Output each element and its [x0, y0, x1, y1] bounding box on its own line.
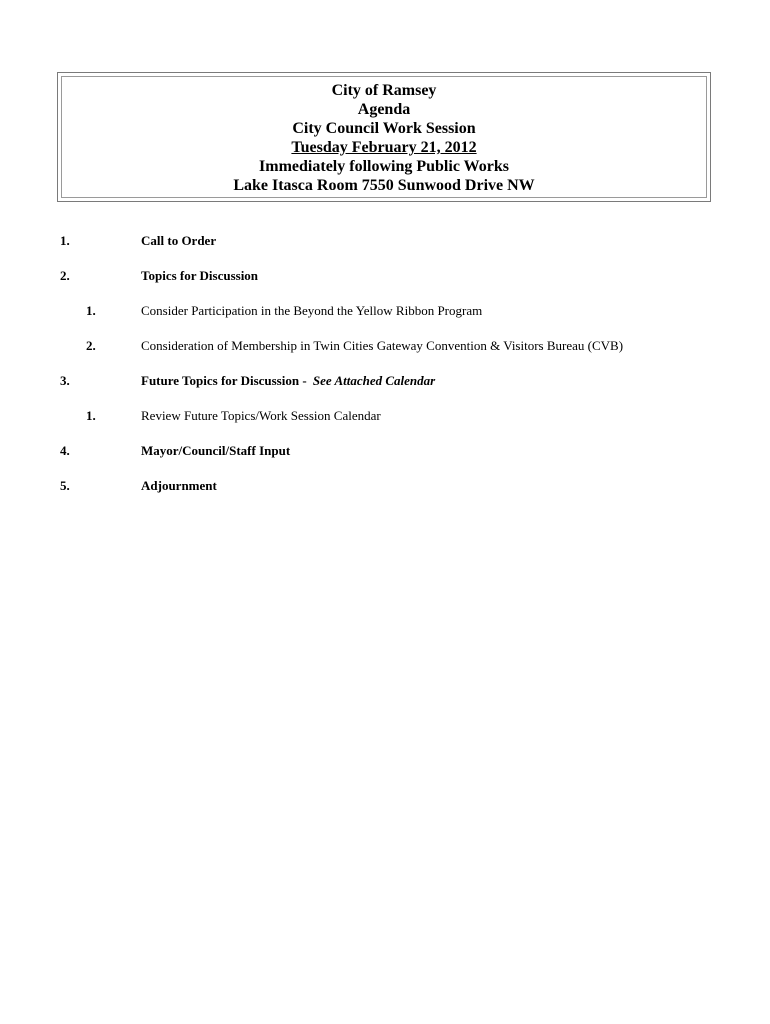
- document-type: Agenda: [357, 101, 411, 118]
- future-topics-label: Future Topics for Discussion -: [141, 373, 307, 388]
- item-call-to-order: Call to Order: [141, 233, 217, 248]
- subitem-cvb-membership: Consideration of Membership in Twin Cities Gateway Convention & Visitors Bureau (CVB): [141, 338, 624, 353]
- subitem-number: 1.: [86, 408, 96, 423]
- meeting-time: Immediately following Public Works: [259, 158, 509, 175]
- city-name: City of Ramsey: [331, 82, 437, 99]
- item-staff-input: Mayor/Council/Staff Input: [141, 443, 291, 458]
- item-number: 2.: [60, 268, 70, 283]
- agenda-header-box: [57, 72, 711, 202]
- subitem-yellow-ribbon: Consider Participation in the Beyond the Yellow Ribbon Program: [141, 303, 483, 318]
- item-future-topics: [141, 373, 435, 388]
- see-attached-calendar-note: See Attached Calendar: [312, 373, 436, 388]
- subitem-number: 2.: [86, 338, 96, 353]
- item-topics-for-discussion: Topics for Discussion: [141, 268, 259, 283]
- subitem-number: 1.: [86, 303, 96, 318]
- meeting-date: Tuesday February 21, 2012: [291, 139, 477, 156]
- meeting-type: City Council Work Session: [292, 120, 476, 137]
- item-number: 5.: [60, 478, 70, 493]
- meeting-location: Lake Itasca Room 7550 Sunwood Drive NW: [233, 177, 535, 194]
- item-number: 1.: [60, 233, 70, 248]
- item-adjournment: Adjournment: [141, 478, 217, 493]
- subitem-review-calendar: Review Future Topics/Work Session Calendar: [141, 408, 381, 423]
- item-number: 3.: [60, 373, 70, 388]
- item-number: 4.: [60, 443, 70, 458]
- agenda-header-inner: [61, 76, 707, 198]
